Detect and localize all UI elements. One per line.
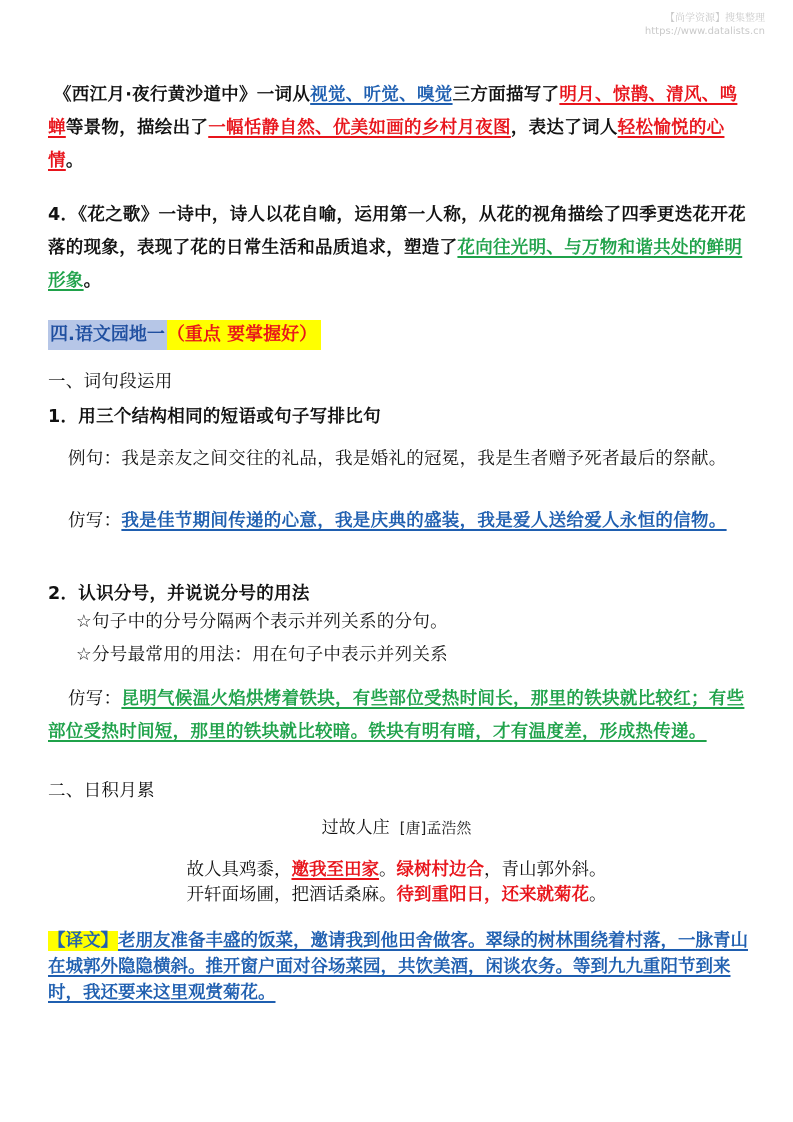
poem-title: 过故人庄 (321, 818, 390, 838)
text: 《西江月·夜行黄沙道中》一词从 (54, 85, 311, 105)
text: 4．《花之歌》一诗中，诗人以花自喻，运用第一人称，从花的视角描绘了四季更迭花开花落的现象，表现了花的日常生活和品质追求，塑造了 (48, 205, 746, 258)
poem-highlight: 待到重阳日，还来就菊花 (396, 885, 589, 905)
imitate-text: 昆明气候温火焰烘烤着铁块，有些部位受热时间长，那里的铁块就比较红；有些部位受热时间短，那里的铁块就比较暗。铁块有明有暗，才有温度差，形成热传递。 (48, 689, 745, 742)
imitate-text: 我是佳节期间传递的心意，我是庆典的盛装，我是爱人送给爱人永恒的信物。 (121, 511, 727, 531)
poem-author: [唐]孟浩然 (399, 819, 472, 837)
text: 。 (379, 860, 397, 880)
poem-line-2 (0, 880, 793, 910)
section-tag: （重点 要掌握好） (167, 320, 321, 350)
translation-text: 老朋友准备丰盛的饭菜，邀请我到他田舍做客。翠绿的树林围绕着村落，一脉青山在城郭外隐隐横斜。推开窗户面对谷场菜园，共饮美酒，闲谈农务。等到九九重阳节到来时，我还要来这里观赏菊花。 (48, 931, 748, 1003)
question-2-title: 2．认识分号，并说说分号的用法 (48, 584, 310, 604)
highlight-mood: 轻松愉悦的心情 (48, 118, 725, 171)
question-1-title: 1．用三个结构相同的短语或句子写排比句 (48, 407, 381, 427)
highlight-senses: 视觉、听觉、嗅觉 (310, 85, 453, 105)
translation-tag: 【译文】 (48, 931, 118, 951)
text: 。 (589, 885, 607, 905)
section-title: 四.语文园地一 (48, 320, 167, 350)
text: 三方面描写了 (452, 85, 560, 105)
text: 开轩面场圃，把酒话桑麻。 (186, 885, 397, 905)
example-text: 我是亲友之间交往的礼品，我是婚礼的冠冕，我是生者赠予死者最后的祭献。 (121, 449, 727, 469)
section-heading (48, 320, 321, 350)
example-label: 例句： (68, 449, 122, 469)
highlight-picture: 一幅恬静自然、优美如画的乡村月夜图 (208, 118, 511, 138)
poem-heading (0, 813, 793, 843)
subheading-usage: 一、词句段运用 (48, 372, 173, 392)
imitation-1 (48, 505, 748, 538)
semicolon-point-1: ☆句子中的分号分隔两个表示并列关系的分句。 (76, 612, 448, 632)
watermark-title: 【尚学资源】搜集整理 (665, 13, 765, 24)
highlight-scenes: 明月、惊鹊、清风、鸣蝉 (48, 85, 738, 138)
text: 故人具鸡黍， (186, 860, 292, 880)
semicolon-point-2: ☆分号最常用的用法：用在句子中表示并列关系 (76, 645, 448, 665)
imitation-2 (48, 683, 748, 749)
poem-highlight: 邀我至田家 (291, 860, 379, 880)
text: ，青山郭外斜。 (484, 860, 607, 880)
paragraph-flower-song (48, 199, 748, 298)
watermark (645, 12, 765, 38)
poem-highlight: 绿树村边合 (396, 860, 484, 880)
translation (48, 928, 748, 1006)
text: 。 (83, 271, 102, 291)
text: 等景物，描绘出了 (65, 118, 209, 138)
imitate-label: 仿写： (68, 511, 122, 531)
text: 。 (65, 151, 84, 171)
subheading-accumulation: 二、日积月累 (48, 781, 155, 801)
highlight-flower-image: 花向往光明、与万物和谐共处的鲜明形象 (48, 238, 743, 291)
paragraph-xijiangyue (48, 79, 748, 178)
watermark-url: https://www.datalists.cn (644, 26, 765, 37)
imitate-label: 仿写： (68, 689, 122, 709)
example-sentence (48, 443, 748, 476)
text: ，表达了词人 (510, 118, 618, 138)
